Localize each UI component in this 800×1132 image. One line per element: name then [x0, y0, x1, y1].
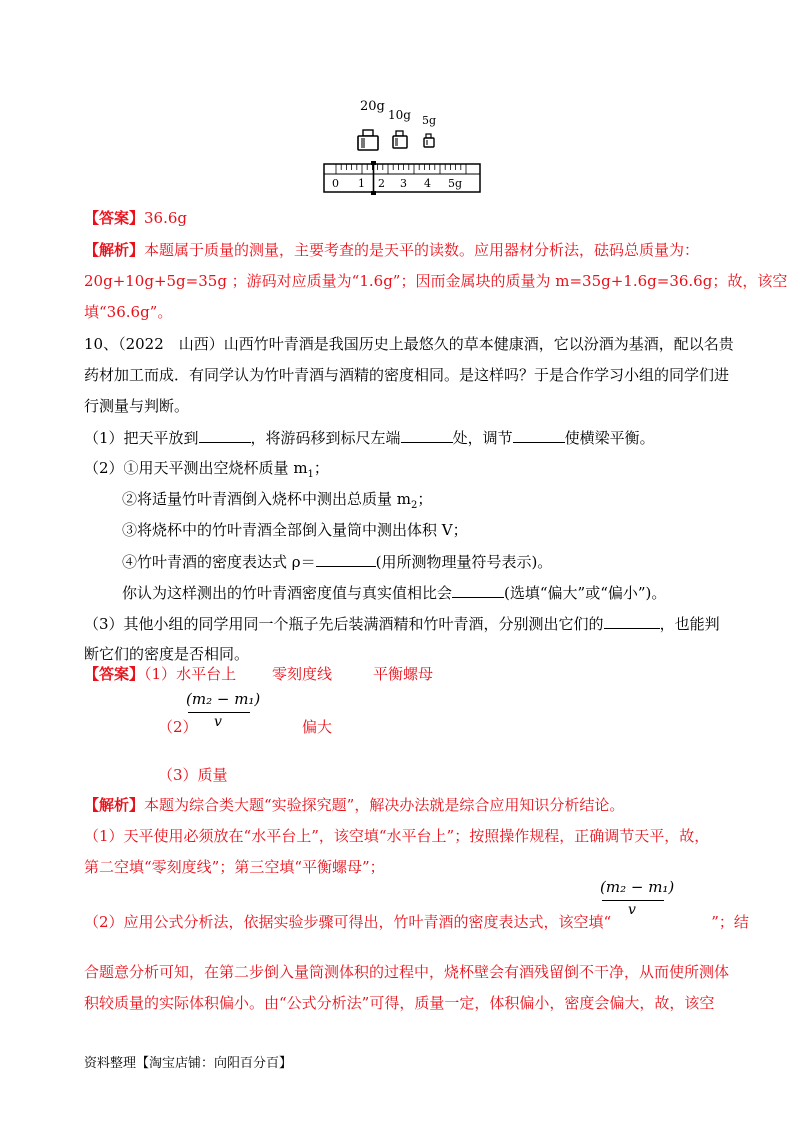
answer10-line1 [84, 664, 236, 684]
blank-5[interactable] [452, 582, 504, 598]
judge-text-a: 你认为这样测出的竹叶青酒密度值与真实值相比会 [122, 584, 453, 602]
weight-5g-icon [424, 134, 434, 147]
blank-3[interactable] [513, 427, 565, 443]
weight-label-5g: 5g [422, 114, 437, 127]
answer10-label1: （1） [144, 665, 177, 683]
analysis10-line1 [84, 795, 624, 815]
answer10-v4: 偏大 [302, 718, 333, 736]
ruler-label-1: 1 [358, 177, 365, 190]
analysis10-line3: 第二空填“零刻度线”；第三空填“平衡螺母”； [84, 858, 385, 876]
q10-part2-step2 [122, 489, 432, 516]
weight-10g-icon [393, 131, 407, 148]
ruler-label-5g: 5g [448, 177, 463, 190]
q10-part2-step3: ③将烧杯中的竹叶青酒全部倒入量筒中测出体积 V； [122, 521, 468, 539]
q10-part1 [84, 427, 655, 448]
part1-text-b: ，将游码移到标尺左端 [250, 429, 401, 447]
analysis10-line4 [84, 912, 749, 932]
weight-label-10g: 10g [388, 108, 411, 122]
line4-text-a: （2）应用公式分析法，依据实验步骤可得出，竹叶青酒的密度表达式，该空填“ [84, 913, 612, 931]
q10-part3-line2: 断它们的密度是否相同。 [84, 645, 250, 663]
part1-text-c: 处，调节 [452, 429, 513, 447]
balance-figure [318, 94, 486, 198]
ruler-icon [324, 161, 480, 195]
formula2-numerator: (m₂ − m₁) [600, 878, 675, 896]
answer10-v5: 质量 [197, 766, 228, 784]
q10-stem-line2: 药材加工而成．有同学认为竹叶青酒与酒精的密度相同。是这样吗？于是合作学习小组的同学们进 [84, 366, 730, 384]
part1-text-d: 使横梁平衡。 [564, 429, 655, 447]
step2-text: ②将适量竹叶青酒倒入烧杯中测出总质量 m [122, 490, 411, 508]
blank-6[interactable] [604, 613, 660, 629]
q10-part2-step4 [122, 551, 552, 572]
analysis10-text1: 本题为综合类大题“实验探究题”，解决办法就是综合应用知识分析结论。 [144, 796, 625, 814]
part3-text-b: ，也能判 [659, 615, 720, 633]
q10-part3-line1 [84, 613, 720, 634]
ruler-label-4: 4 [424, 177, 431, 190]
answer10-v2: 零刻度线 [272, 665, 333, 683]
line4-text-b: ”；结 [711, 913, 749, 931]
blank-2[interactable] [401, 427, 453, 443]
analysis-text: 本题属于质量的测量，主要考查的是天平的读数。应用器材分析法，砝码总质量为： [144, 241, 700, 259]
q10-part2-step1 [84, 458, 329, 485]
step1-sub: 1 [307, 469, 314, 480]
analysis10-line5: 合题意分析可知，在第二步倒入量筒测体积的过程中，烧杯壁会有酒残留倒不干净，从而使所测体 [84, 963, 730, 981]
answer-value: 36.6g [144, 209, 188, 227]
analysis10-tag: 【解析】 [84, 796, 145, 814]
q9-answer [84, 208, 187, 228]
q9-analysis-line2: 20g+10g+5g=35g ；游码对应质量为“1.6g”；因而金属块的质量为 m=35g+1.6g=36.6g；故，该空 [84, 272, 788, 290]
analysis-tag: 【解析】 [84, 241, 145, 259]
ruler-label-3: 3 [400, 177, 407, 190]
answer-tag: 【答案】 [84, 209, 145, 227]
step2-sub: 2 [411, 500, 418, 511]
answer10-line3 [158, 765, 228, 785]
q9-analysis-line1 [84, 240, 699, 260]
footer-text: 资料整理【淘宝店铺：向阳百分百】 [84, 1056, 293, 1071]
q10-part2-judge [122, 582, 666, 603]
step4-text-b: (用所测物理量符号表示)。 [375, 553, 553, 571]
answer10-tag: 【答案】 [84, 665, 145, 683]
formula2-bar [602, 900, 664, 901]
step2-end: ； [417, 490, 433, 508]
judge-text-b: (选填“偏大”或“偏小”)。 [504, 584, 667, 602]
blank-4[interactable] [316, 551, 376, 567]
answer10-label3: （3） [158, 766, 198, 784]
weight-20g-icon [358, 130, 378, 150]
ruler-label-0: 0 [332, 177, 339, 190]
answer10-v1: 水平台上 [176, 665, 237, 683]
formula-numerator: (m₂ − m₁) [186, 690, 261, 708]
answer10-label2: （2） [158, 718, 198, 736]
step1-text: （2）①用天平测出空烧杯质量 m [84, 459, 308, 477]
step1-end: ； [313, 459, 329, 477]
weight-label-20g: 20g [360, 99, 385, 114]
weights-ruler-diagram [318, 94, 486, 198]
formula-denominator: v [214, 714, 222, 730]
part3-text-a: （3）其他小组的同学用同一个瓶子先后装满酒精和竹叶青酒，分别测出它们的 [84, 615, 604, 633]
analysis10-line6: 积较质量的实际体积偏小。由“公式分析法”可得，质量一定，体积偏小，密度会偏大，故，该空 [84, 994, 715, 1012]
blank-1[interactable] [199, 427, 251, 443]
part1-text-a: （1）把天平放到 [84, 429, 199, 447]
analysis10-line2: （1）天平使用必须放在“水平台上”，该空填“水平台上”；按照操作规程，正确调节天平，故， [84, 827, 710, 845]
formula-bar [188, 712, 250, 713]
formula2-denominator: v [628, 902, 636, 918]
q10-stem-line3: 行测量与判断。 [84, 397, 190, 415]
ruler-label-2: 2 [378, 177, 385, 190]
q10-stem-line1: 10、（2022 山西）山西竹叶青酒是我国历史上最悠久的草本健康酒，它以汾酒为基酒，配以名贵 [84, 335, 734, 353]
q9-analysis-line3: 填“36.6g”。 [84, 303, 173, 321]
step4-text-a: ④竹叶青酒的密度表达式 ρ＝ [122, 553, 316, 571]
answer10-v3: 平衡螺母 [373, 665, 434, 683]
